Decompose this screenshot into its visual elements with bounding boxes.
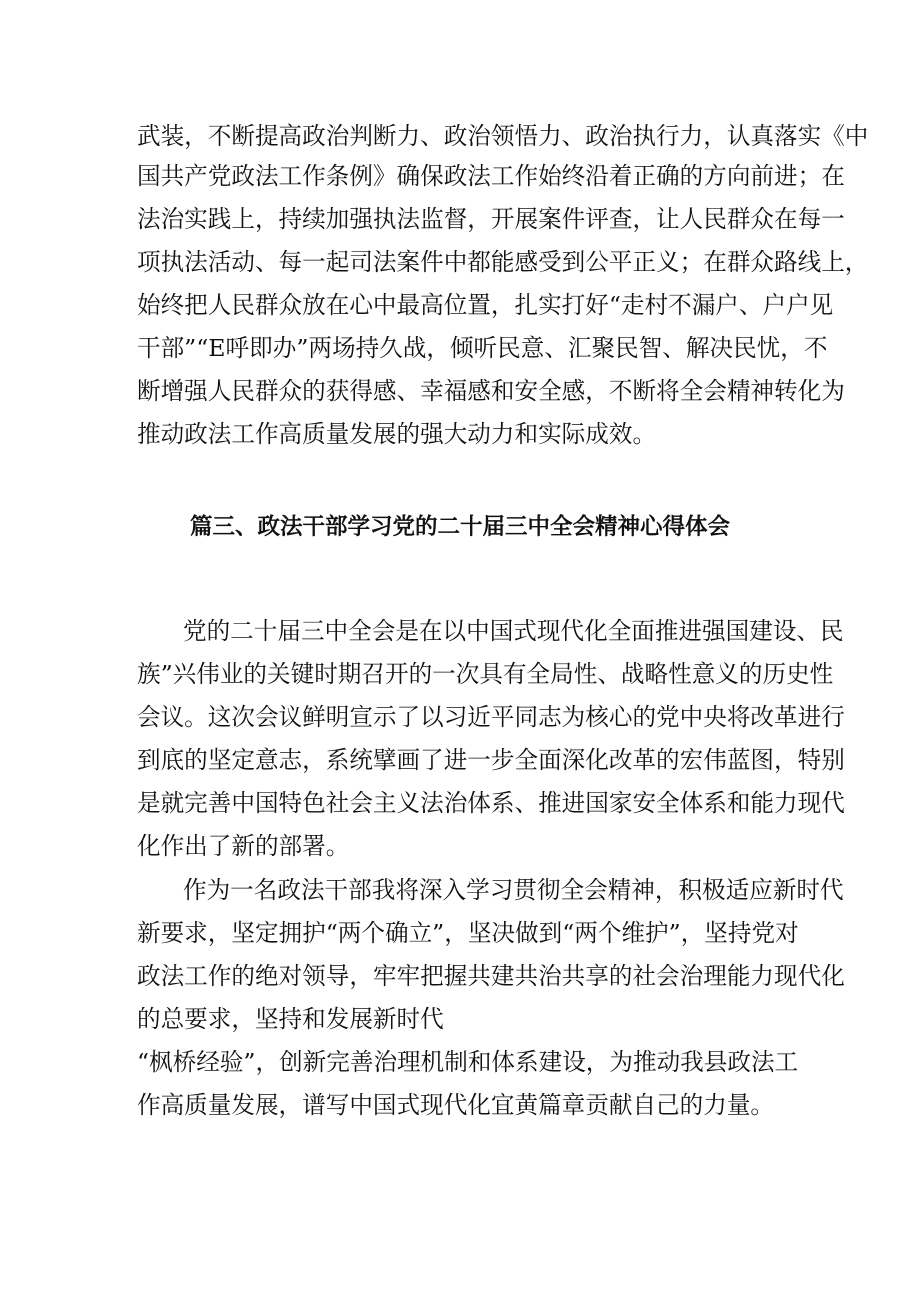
text-line: 作为一名政法干部我将深入学习贯彻全会精神，积极适应新时代 bbox=[183, 876, 844, 904]
text-line: 推动政法工作高质量发展的强大动力和实际成效。 bbox=[137, 420, 657, 448]
text-line: “枫桥经验”，创新完善治理机制和体系建设，为推动我县政法工 bbox=[137, 1048, 799, 1076]
text-line: 族”兴伟业的关键时期召开的一次具有全局性、战略性意义的历史性 bbox=[137, 660, 834, 688]
text-line: 始终把人民群众放在心中最高位置，扎实打好“走村不漏户、户户见 bbox=[137, 291, 834, 319]
text-line: 断增强人民群众的获得感、幸福感和安全感，不断将全会精神转化为 bbox=[137, 377, 845, 405]
text-line: 党的二十届三中全会是在以中国式现代化全面推进强国建设、民 bbox=[183, 617, 844, 645]
text-line: 法治实践上，持续加强执法监督，开展案件评查，让人民群众在每一 bbox=[137, 205, 845, 233]
text-line: 化作出了新的部署。 bbox=[137, 832, 350, 860]
text-line: 到底的坚定意志，系统擘画了进一步全面深化改革的宏伟蓝图，特别 bbox=[137, 746, 845, 774]
text-line: 会议。这次会议鲜明宣示了以习近平同志为核心的党中央将改革进行 bbox=[137, 703, 845, 731]
text-line: 武装，不断提高政治判断力、政治领悟力、政治执行力，认真落实《中 bbox=[137, 122, 869, 150]
text-line: 国共产党政法工作条例》确保政法工作始终沿着正确的方向前进；在 bbox=[137, 162, 845, 190]
text-line: 的总要求，坚持和发展新时代 bbox=[137, 1005, 444, 1033]
text-line: 干部”“E呼即办”两场持久战，倾听民意、汇聚民智、解决民忧，不 bbox=[137, 334, 828, 362]
section-title: 篇三、政法干部学习党的二十届三中全会精神心得体会 bbox=[189, 514, 730, 540]
text-line: 作高质量发展，谱写中国式现代化宜黄篇章贡献自己的力量。 bbox=[137, 1091, 775, 1119]
text-line: 是就完善中国特色社会主义法治体系、推进国家安全体系和能力现代 bbox=[137, 789, 845, 817]
text-line: 新要求，坚定拥护“两个确立”，坚决做到“两个维护”，坚持党对 bbox=[137, 919, 799, 947]
text-line: 项执法活动、每一起司法案件中都能感受到公平正义；在群众路线上， bbox=[137, 248, 869, 276]
text-line: 政法工作的绝对领导，牢牢把握共建共治共享的社会治理能力现代化 bbox=[137, 962, 845, 990]
